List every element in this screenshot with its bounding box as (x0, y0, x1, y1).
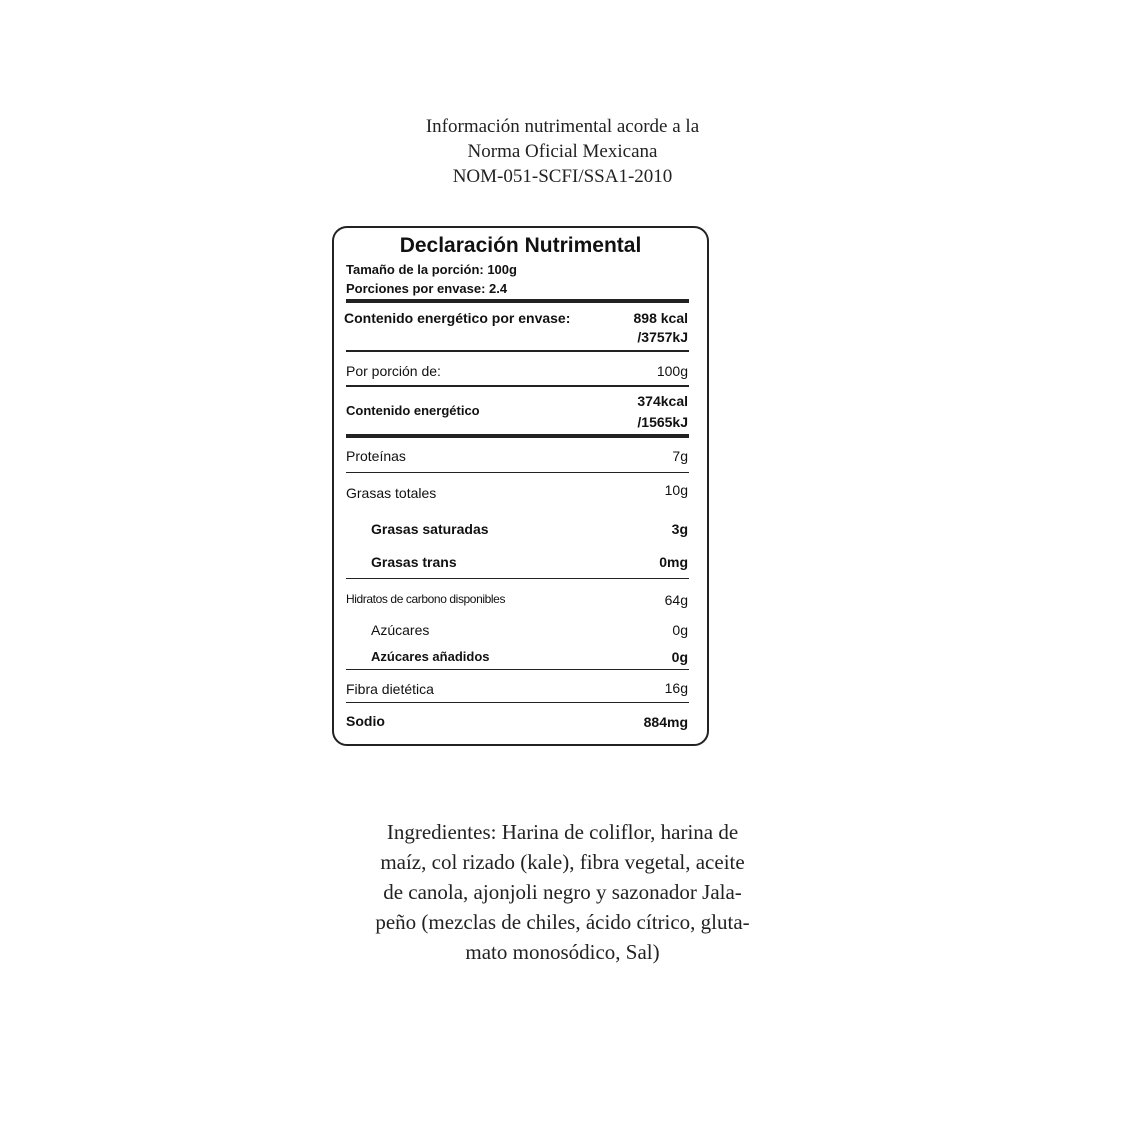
trans-fat-value: 0mg (659, 554, 688, 570)
sodium-value: 884mg (643, 714, 688, 730)
nutrition-title: Declaración Nutrimental (399, 234, 642, 257)
regulation-header (0, 114, 1125, 189)
ingredients-line: peño (mezclas de chiles, ácido cítrico, gluta- (375, 910, 750, 934)
added-sugars-label: Azúcares añadidos (371, 649, 490, 664)
sugars-value: 0g (672, 622, 688, 638)
divider (346, 472, 689, 473)
carbohydrates-value: 64g (664, 592, 688, 608)
ingredients-line: maíz, col rizado (kale), fibra vegetal, aceite (380, 850, 745, 874)
protein-label: Proteínas (346, 448, 406, 464)
energy-container-kj: /3757kJ (637, 329, 688, 345)
trans-fat-label: Grasas trans (371, 554, 457, 570)
total-fat-label: Grasas totales (346, 485, 437, 501)
header-line: NOM-051-SCFI/SSA1-2010 (452, 166, 673, 187)
fiber-value: 16g (664, 680, 688, 696)
ingredients-line: Ingredientes: Harina de coliflor, harina de (386, 820, 739, 844)
added-sugars-value: 0g (671, 649, 688, 665)
divider (346, 578, 689, 579)
energy-container-label: Contenido energético por envase: (344, 310, 571, 326)
sugars-label: Azúcares (371, 622, 430, 638)
energy-label: Contenido energético (346, 403, 480, 418)
header-line: Norma Oficial Mexicana (467, 141, 658, 162)
divider (346, 385, 689, 387)
protein-value: 7g (672, 448, 688, 464)
divider (346, 669, 689, 670)
carbohydrates-label: Hidratos de carbono disponibles (346, 592, 506, 606)
per-portion-label: Por porción de: (346, 363, 441, 379)
energy-container-kcal: 898 kcal (633, 310, 688, 326)
divider (346, 299, 689, 303)
divider (346, 702, 689, 703)
ingredients-text (0, 817, 1125, 967)
sodium-label: Sodio (346, 713, 385, 729)
fiber-label: Fibra dietética (346, 681, 434, 697)
header-line: Información nutrimental acorde a la (425, 116, 700, 137)
saturated-fat-value: 3g (671, 521, 688, 537)
servings-per-container: Porciones por envase: 2.4 (346, 281, 508, 296)
serving-size: Tamaño de la porción: 100g (346, 262, 517, 277)
energy-kcal: 374kcal (637, 393, 688, 409)
divider (346, 434, 689, 438)
energy-kj: /1565kJ (637, 414, 688, 430)
saturated-fat-label: Grasas saturadas (371, 521, 489, 537)
ingredients-line: de canola, ajonjoli negro y sazonador Jala- (383, 880, 742, 904)
nutrition-facts-panel (332, 226, 709, 746)
total-fat-value: 10g (664, 482, 688, 498)
divider (346, 350, 689, 352)
ingredients-line: mato monosódico, Sal) (465, 940, 660, 964)
per-portion-value: 100g (656, 363, 688, 379)
